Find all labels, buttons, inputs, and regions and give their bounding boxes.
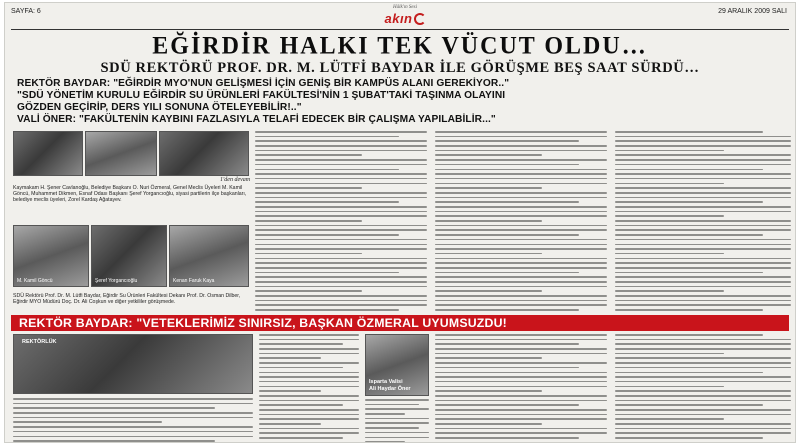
article-column-right-1	[435, 131, 607, 311]
article-bottom-mid-1	[259, 334, 359, 442]
newspaper-page	[4, 2, 796, 443]
top-photo-caption: Kaymakam H. Şener Cavlanoğlu, Belediye Başkanı O. Nuri Özmeral, Genel Meclis Üyeleri M. Kamil Göncü, Muhammet Dikmen, Esnaf Odası Başkanı Şeref Yorgancıoğlu, siyasi partilerin ilçe başkanları, belediye meclis üyeleri, Zorel Kardaş Ağatayev.	[13, 185, 247, 203]
subheadline-2: "SDÜ YÖNETİM KURULU EĞİRDİR SU ÜRÜNLERİ FAKÜLTESİ'NİN 1 ŞUBAT'TAKİ TAŞINMA OLAYINI	[17, 90, 506, 101]
masthead-tagline: Hâlk'ın Sesi	[393, 5, 417, 10]
masthead-logo: akın	[384, 11, 413, 26]
governor-label: Isparta Valisi	[369, 379, 403, 385]
mid-photo-caption: SDÜ Rektörü Prof. Dr. M. Lütfi Baydar, Eğirdir Su Ürünleri Fakültesi Dekanı Prof. Dr. Osman Dilber, Eğirdir MYO Müdürü Doç. Dr. Ali Coşkun ve diğer yetkililer görüşmede.	[13, 293, 241, 305]
crescent-icon	[414, 13, 426, 25]
person-right-name: Kenan Faruk Kaya	[173, 278, 215, 284]
subheadline-1: REKTÖR BAYDAR: "EĞİRDİR MYO'NUN GELİŞMESİ İÇİN GENİŞ BİR KAMPÜS ALANI GEREKİYOR.."	[17, 78, 510, 89]
second-headline: SDÜ REKTÖRÜ PROF. DR. M. LÜTFİ BAYDAR İLE GÖRÜŞME BEŞ SAAT SÜRDÜ…	[100, 60, 700, 76]
person-mid-name: Şeref Yorgancıoğlu	[95, 278, 138, 284]
person-left-name: M. Kamil Göncü	[17, 278, 53, 284]
article-bottom-right-2	[615, 334, 791, 442]
meeting-photo-3	[159, 131, 249, 176]
rectorate-photo	[13, 334, 253, 394]
meeting-photo-1	[13, 131, 83, 176]
subheadline-3: GÖZDEN GEÇİRİP, DERS YILI SONUNA ÖTELEYEBİLİR!.."	[17, 102, 302, 113]
rectorate-label: REKTÖRLÜK	[22, 339, 57, 345]
subheadline-4: VALİ ÖNER: "FAKÜLTENİN KAYBINI FAZLASIYLA TELAFİ EDECEK BİR ÇALIŞMA YAPILABİLİR..."	[17, 114, 496, 125]
section-band-title: REKTÖR BAYDAR: "VETEKLERİMİZ SINIRSIZ, BAŞKAN ÖZMERAL UYUMSUZDU!	[19, 316, 507, 330]
governor-photo	[365, 334, 429, 396]
article-bottom-right-1	[435, 334, 607, 442]
issue-date: 29 ARALIK 2009 SALI	[718, 8, 787, 15]
page-number: SAYFA: 6	[11, 8, 41, 15]
masthead	[365, 5, 445, 27]
main-headline: EĞİRDİR HALKI TEK VÜCUT OLDU…	[152, 32, 648, 60]
article-bottom-mid-2	[365, 399, 429, 442]
article-column-right-2	[615, 131, 791, 311]
person-photo-mid	[91, 225, 167, 287]
article-column-middle	[255, 131, 427, 311]
meeting-photo-2	[85, 131, 157, 176]
header-rule	[11, 29, 789, 30]
article-bottom-left	[13, 398, 253, 442]
person-photo-left	[13, 225, 89, 287]
governor-name: Ali Haydar Öner	[369, 386, 411, 392]
person-photo-right	[169, 225, 249, 287]
continued-note: 1'den devam	[220, 177, 251, 183]
